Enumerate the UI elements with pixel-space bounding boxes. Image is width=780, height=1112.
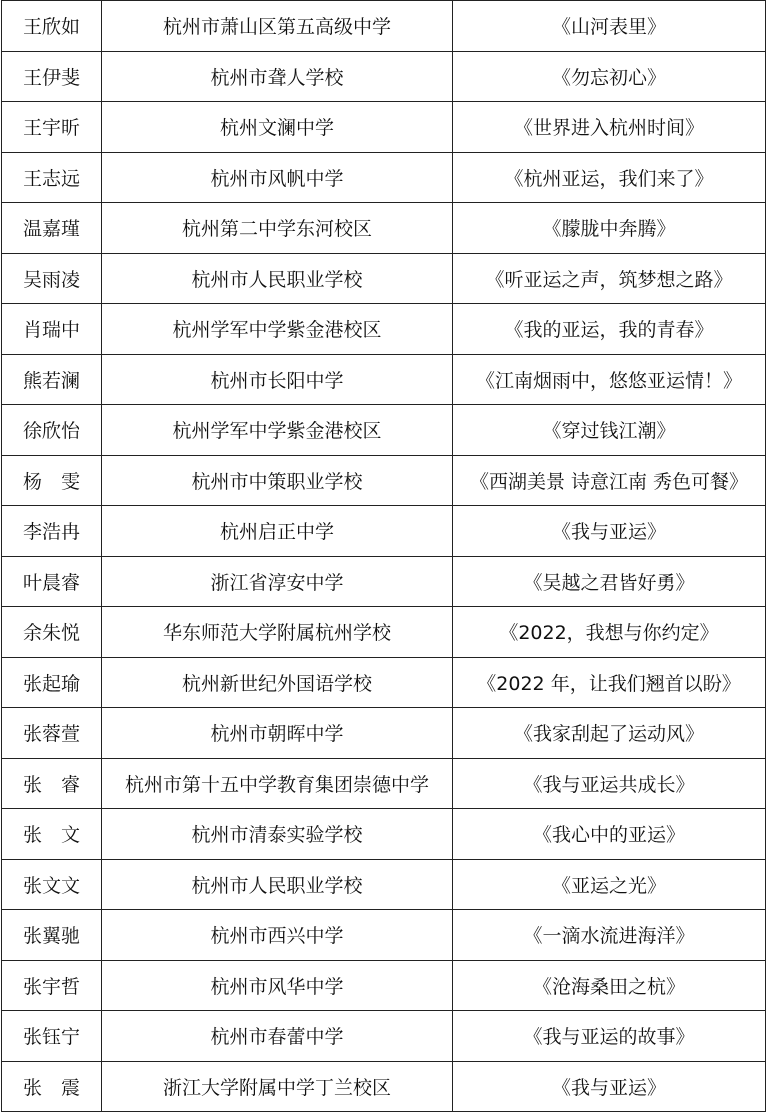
school-cell: 杭州学军中学紫金港校区 — [102, 405, 453, 456]
work-title-cell: 《我与亚运共成长》 — [453, 758, 766, 809]
work-title-cell: 《我与亚运》 — [453, 1061, 766, 1112]
table-row — [2, 455, 766, 506]
school-cell: 杭州市朝晖中学 — [102, 708, 453, 759]
student-name-cell: 温嘉瑾 — [2, 203, 102, 254]
work-title-cell: 《西湖美景 诗意江南 秀色可餐》 — [453, 455, 766, 506]
table-row — [2, 1061, 766, 1112]
results-table-body — [2, 1, 766, 1112]
table-row — [2, 152, 766, 203]
work-title-cell: 《朦胧中奔腾》 — [453, 203, 766, 254]
table-row — [2, 1, 766, 52]
student-name-cell: 张宇哲 — [2, 960, 102, 1011]
school-cell: 杭州市西兴中学 — [102, 910, 453, 961]
table-row — [2, 960, 766, 1011]
table-row — [2, 607, 766, 658]
work-title-cell: 《勿忘初心》 — [453, 51, 766, 102]
school-cell: 杭州市风帆中学 — [102, 152, 453, 203]
school-cell: 杭州市长阳中学 — [102, 354, 453, 405]
student-name-cell: 王志远 — [2, 152, 102, 203]
table-row — [2, 859, 766, 910]
work-title-cell: 《亚运之光》 — [453, 859, 766, 910]
work-title-cell: 《沧海桑田之杭》 — [453, 960, 766, 1011]
student-name-cell: 张钰宁 — [2, 1011, 102, 1062]
student-name-cell: 张文文 — [2, 859, 102, 910]
table-row — [2, 708, 766, 759]
school-cell: 杭州市人民职业学校 — [102, 253, 453, 304]
student-name-cell: 叶晨睿 — [2, 556, 102, 607]
student-name-cell: 张 文 — [2, 809, 102, 860]
work-title-cell: 《山河表里》 — [453, 1, 766, 52]
student-name-cell: 张起瑜 — [2, 657, 102, 708]
table-row — [2, 556, 766, 607]
results-table — [1, 0, 766, 1112]
student-name-cell: 余朱悦 — [2, 607, 102, 658]
table-row — [2, 102, 766, 153]
school-cell: 杭州启正中学 — [102, 506, 453, 557]
school-cell: 杭州市风华中学 — [102, 960, 453, 1011]
student-name-cell: 肖瑞中 — [2, 304, 102, 355]
table-row — [2, 405, 766, 456]
student-name-cell: 李浩冉 — [2, 506, 102, 557]
school-cell: 杭州市春蕾中学 — [102, 1011, 453, 1062]
school-cell: 杭州市中策职业学校 — [102, 455, 453, 506]
school-cell: 杭州市第十五中学教育集团崇德中学 — [102, 758, 453, 809]
work-title-cell: 《吴越之君皆好勇》 — [453, 556, 766, 607]
school-cell: 华东师范大学附属杭州学校 — [102, 607, 453, 658]
student-name-cell: 徐欣怡 — [2, 405, 102, 456]
work-title-cell: 《杭州亚运，我们来了》 — [453, 152, 766, 203]
school-cell: 杭州市人民职业学校 — [102, 859, 453, 910]
work-title-cell: 《我家刮起了运动风》 — [453, 708, 766, 759]
school-cell: 杭州第二中学东河校区 — [102, 203, 453, 254]
student-name-cell: 吴雨凌 — [2, 253, 102, 304]
table-row — [2, 304, 766, 355]
student-name-cell: 王伊斐 — [2, 51, 102, 102]
work-title-cell: 《我的亚运，我的青春》 — [453, 304, 766, 355]
table-row — [2, 910, 766, 961]
work-title-cell: 《2022，我想与你约定》 — [453, 607, 766, 658]
table-row — [2, 758, 766, 809]
student-name-cell: 杨 雯 — [2, 455, 102, 506]
student-name-cell: 王欣如 — [2, 1, 102, 52]
student-name-cell: 熊若澜 — [2, 354, 102, 405]
student-name-cell: 张翼驰 — [2, 910, 102, 961]
table-row — [2, 1011, 766, 1062]
school-cell: 杭州新世纪外国语学校 — [102, 657, 453, 708]
student-name-cell: 王宇昕 — [2, 102, 102, 153]
school-cell: 浙江大学附属中学丁兰校区 — [102, 1061, 453, 1112]
school-cell: 杭州学军中学紫金港校区 — [102, 304, 453, 355]
table-row — [2, 253, 766, 304]
work-title-cell: 《穿过钱江潮》 — [453, 405, 766, 456]
work-title-cell: 《世界进入杭州时间》 — [453, 102, 766, 153]
student-name-cell: 张蓉萱 — [2, 708, 102, 759]
work-title-cell: 《我与亚运》 — [453, 506, 766, 557]
school-cell: 杭州市聋人学校 — [102, 51, 453, 102]
work-title-cell: 《我与亚运的故事》 — [453, 1011, 766, 1062]
student-name-cell: 张 睿 — [2, 758, 102, 809]
school-cell: 杭州市清泰实验学校 — [102, 809, 453, 860]
table-row — [2, 203, 766, 254]
work-title-cell: 《2022 年，让我们翘首以盼》 — [453, 657, 766, 708]
work-title-cell: 《江南烟雨中，悠悠亚运情！》 — [453, 354, 766, 405]
school-cell: 杭州市萧山区第五高级中学 — [102, 1, 453, 52]
work-title-cell: 《我心中的亚运》 — [453, 809, 766, 860]
work-title-cell: 《一滴水流进海洋》 — [453, 910, 766, 961]
student-name-cell: 张 震 — [2, 1061, 102, 1112]
table-row — [2, 506, 766, 557]
school-cell: 浙江省淳安中学 — [102, 556, 453, 607]
table-row — [2, 657, 766, 708]
table-row — [2, 51, 766, 102]
table-row — [2, 354, 766, 405]
school-cell: 杭州文澜中学 — [102, 102, 453, 153]
table-row — [2, 809, 766, 860]
work-title-cell: 《听亚运之声，筑梦想之路》 — [453, 253, 766, 304]
